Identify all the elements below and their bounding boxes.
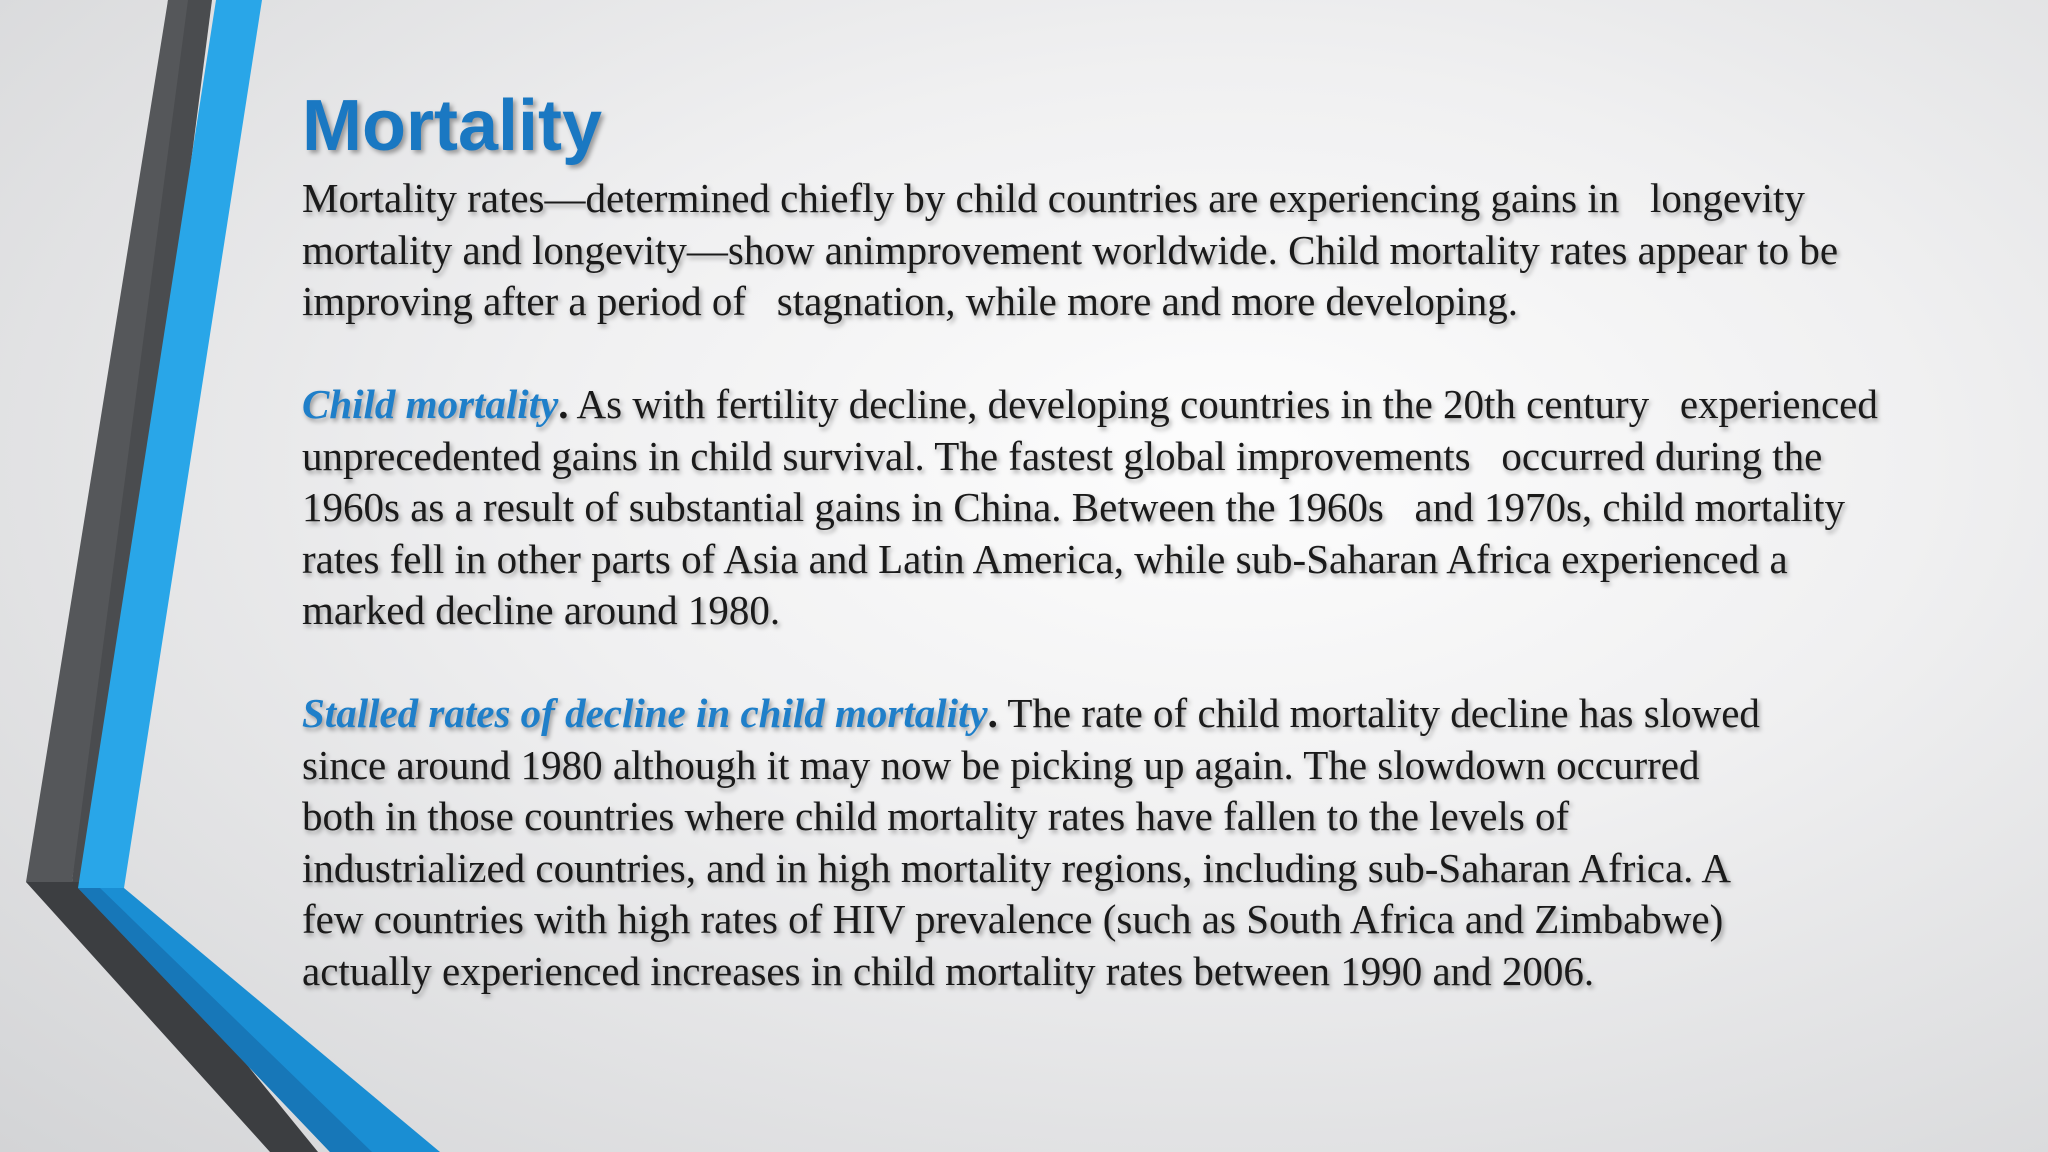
child-mortality-first-line	[302, 379, 2002, 431]
stalled-rates-heading: Stalled rates of decline in child mortality	[302, 690, 988, 736]
intro-paragraph	[302, 173, 2002, 328]
stalled-rates-line: since around 1980 although it may now be picking up again. The slowdown occurred	[302, 741, 1700, 788]
stalled-rates-line: industrialized countries, and in high mortality regions, including sub-Saharan Africa. A	[302, 844, 1731, 891]
child-mortality-text: As with fertility decline, developing countries in the 20th century experienced	[568, 381, 1878, 427]
intro-line: mortality and longevity—show animprovement worldwide. Child mortality rates appear to be	[302, 226, 1839, 273]
stalled-rates-line: few countries with high rates of HIV prevalence (such as South Africa and Zimbabwe)	[302, 896, 1724, 942]
intro-line: Mortality rates—determined chiefly by child countries are experiencing gains in longevity	[302, 175, 1805, 221]
child-mortality-line: unprecedented gains in child survival. The fastest global improvements occurred during the	[302, 432, 1823, 479]
heading-period: .	[558, 381, 569, 427]
stalled-rates-line: actually experienced increases in child mortality rates between 1990 and 2006.	[302, 947, 1595, 994]
intro-line: improving after a period of stagnation, while more and more developing.	[302, 278, 1518, 324]
heading-period: .	[987, 690, 998, 736]
page-title: Mortality	[302, 86, 603, 166]
stalled-rates-paragraph	[302, 688, 2002, 997]
child-mortality-paragraph	[302, 379, 2002, 637]
child-mortality-line: 1960s as a result of substantial gains in China. Between the 1960s and 1970s, child mortality	[302, 484, 1845, 530]
stalled-rates-text: The rate of child mortality decline has slowed	[997, 690, 1760, 736]
stalled-rates-line: both in those countries where child mortality rates have fallen to the levels of	[302, 793, 1570, 839]
slide-body	[302, 173, 2002, 1049]
stalled-rates-first-line	[302, 688, 2002, 740]
child-mortality-line: rates fell in other parts of Asia and Latin America, while sub-Saharan Africa experienced a	[302, 535, 1788, 582]
child-mortality-line: marked decline around 1980.	[302, 587, 781, 633]
child-mortality-heading: Child mortality	[302, 381, 559, 427]
